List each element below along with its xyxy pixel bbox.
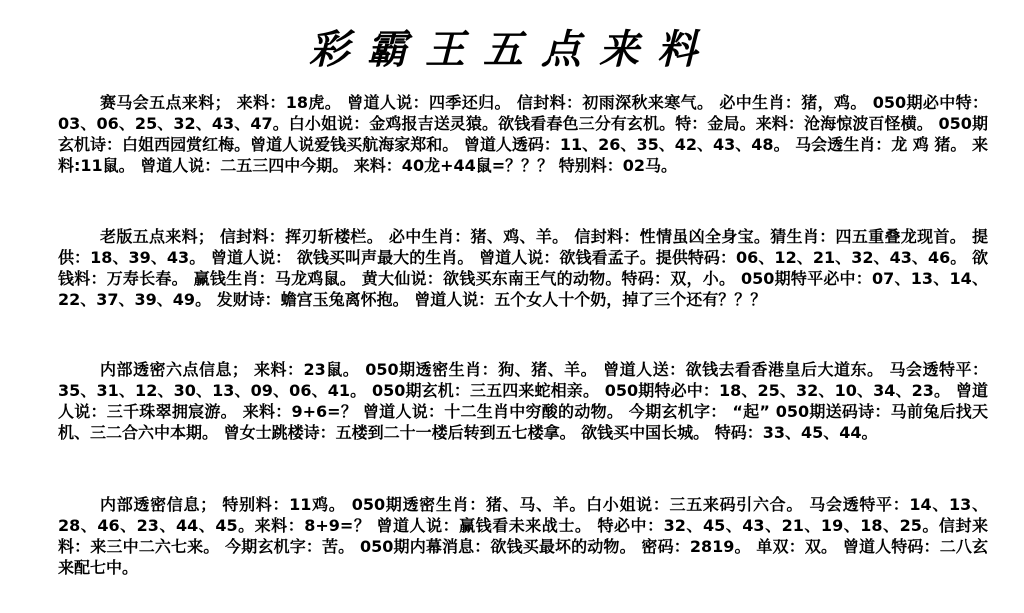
page-title: 彩霸王五点来料	[309, 26, 715, 73]
section-neibu-info: 内部透密信息； 特别料：11鸡。 050期透密生肖：猪、马、羊。白小姐说：三五来码引六合。 马会透特平：14、13、28、46、23、44、45。来料：8+9=？ 曾道人说：赢钱看未来战士。 特必中：32、45、43、21、19、18、25。信封来料：来三中二六七来。 今期玄机字：苦。 050期内幕消息：欲钱买最坏的动物。 密码：2819。 单双：双。 曾道人特码：二八玄来配七中。	[58, 495, 988, 577]
section-saima-five-points: 赛马会五点来料； 来料：18虎。 曾道人说：四季还归。 信封料：初雨深秋来寒气。 必中生肖：猪，鸡。 050期必中特：03、06、25、32、43、47。白小姐说：金鸡报吉送灵猿。欲钱看春色三分有玄机。特：金局。来料：沧海惊波百怪横。 050期玄机诗：白姐西园赏红梅。曾道人说爱钱买航海家郑和。 曾道人透码：11、26、35、42、43、48。 马会透生肖：龙 鸡 猪。 来料:11鼠。 曾道人说：二五三四中今期。 来料：40龙+44鼠=？？？ 特别料：02马。	[58, 93, 988, 175]
section-laoban-five-points: 老版五点来料； 信封料：挥刃斩楼栏。 必中生肖：猪、鸡、羊。 信封料：性情虽凶全身宝。猜生肖：四五重叠龙现首。 提供：18、39、43。 曾道人说： 欲钱买叫声最大的生肖。 曾道人说：欲钱看孟子。提供特码：06、12、21、32、43、46。 欲钱料：万寿长春。 赢钱生肖：马龙鸡鼠。 黄大仙说：欲钱买东南王气的动物。特码：双，小。 050期特平必中：07、13、14、22、37、39、49。 发财诗：蟾宫玉兔离怀抱。 曾道人说：五个女人十个奶，掉了三个还有？？？	[58, 227, 988, 309]
section-neibu-six-points: 内部透密六点信息； 来料：23鼠。 050期透密生肖：狗、猪、羊。 曾道人送：欲钱去看香港皇后大道东。 马会透特平：35、31、12、30、13、09、06、41。 050期玄机：三五四来蛇相亲。 050期特必中：18、25、32、10、34、23。 曾道人说：三千珠翠拥宸游。 来料：9+6=？ 曾道人说：十二生肖中穷酸的动物。 今期玄机字： “起” 050期送码诗：马前兔后找天机、三二合六中本期。 曾女士跳楼诗：五楼到二十一楼后转到五七楼拿。 欲钱买中国长城。 特码：33、45、44。	[58, 360, 988, 442]
